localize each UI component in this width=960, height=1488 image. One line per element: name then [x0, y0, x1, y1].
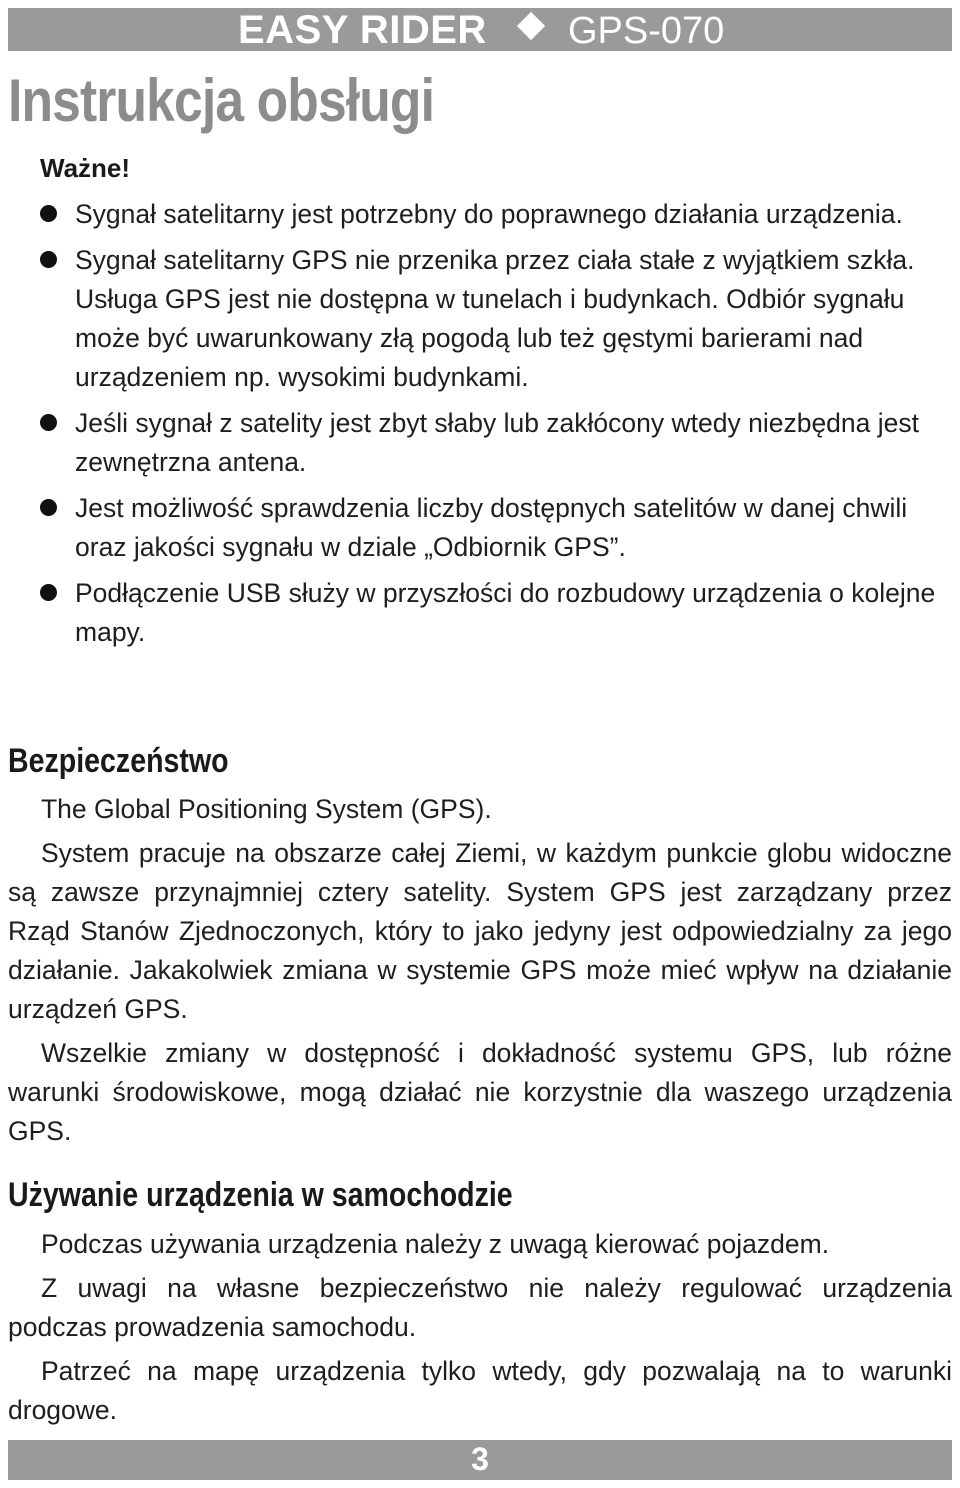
bullet-icon	[40, 499, 57, 516]
bullet-icon	[40, 205, 57, 222]
important-label: Ważne!	[40, 153, 131, 183]
list-item	[40, 241, 952, 397]
safety-body	[8, 790, 952, 1156]
safety-paragraph: Wszelkie zmiany w dostępność i dokładność systemu GPS, lub różne warunki środowiskowe, mogą działać nie korzystnie dla waszego urządzenia GPS.	[8, 1038, 952, 1146]
header-brand: EASY RIDER	[238, 8, 487, 52]
list-item	[40, 574, 952, 652]
bullet-icon	[40, 251, 57, 268]
car-use-body	[8, 1225, 952, 1435]
car-use-paragraph: Z uwagi na własne bezpieczeństwo nie należy regulować urządzenia podczas prowadzenia samochodu.	[8, 1273, 952, 1342]
bullet-icon	[40, 414, 57, 431]
list-item-text: Sygnał satelitarny jest potrzebny do poprawnego działania urządzenia.	[75, 199, 903, 229]
list-item-text: Jest możliwość sprawdzenia liczby dostępnych satelitów w danej chwili oraz jakości sygnału w dziale „Odbiornik GPS”.	[75, 493, 908, 562]
page-number: 3	[471, 1441, 489, 1477]
list-item-text: Sygnał satelitarny GPS nie przenika przez ciała stałe z wyjątkiem szkła. Usługa GPS jest nie dostępna w tunelach i budynkach. Odbiór sygnału może być uwarunkowany złą pogodą lub też gęstymi barierami nad urządzeniem np. wysokimi budynkami.	[75, 245, 915, 392]
safety-paragraph: System pracuje na obszarze całej Ziemi, w każdym punkcie globu widoczne są zawsze przynajmniej cztery satelity. System GPS jest zarządzany przez Rząd Stanów Zjednoczonych, który to jako jedyny jest odpowiedzialny za jego działanie. Jakakolwiek zmiana w systemie GPS może mieć wpływ na działanie urządzeń GPS.	[8, 838, 952, 1024]
list-item-text: Jeśli sygnał z satelity jest zbyt słaby lub zakłócony wtedy niezbędna jest zewnętrzna antena.	[75, 408, 920, 477]
section-title-car-use: Używanie urządzenia w samochodzie	[8, 1176, 513, 1214]
page-title: Instrukcja obsługi	[8, 67, 435, 134]
list-item	[40, 404, 952, 482]
list-item-text: Podłączenie USB służy w przyszłości do rozbudowy urządzenia o kolejne mapy.	[75, 578, 936, 647]
list-item	[40, 195, 952, 234]
header-model: GPS-070	[568, 10, 725, 52]
bullet-icon	[40, 584, 57, 601]
section-title-safety: Bezpieczeństwo	[8, 742, 229, 780]
list-item	[40, 489, 952, 567]
important-list	[40, 195, 952, 659]
car-use-paragraph: Podczas używania urządzenia należy z uwagą kierować pojazdem.	[41, 1229, 830, 1259]
safety-paragraph: The Global Positioning System (GPS).	[41, 794, 492, 824]
car-use-paragraph: Patrzeć na mapę urządzenia tylko wtedy, gdy pozwalają na to warunki drogowe.	[8, 1356, 952, 1425]
